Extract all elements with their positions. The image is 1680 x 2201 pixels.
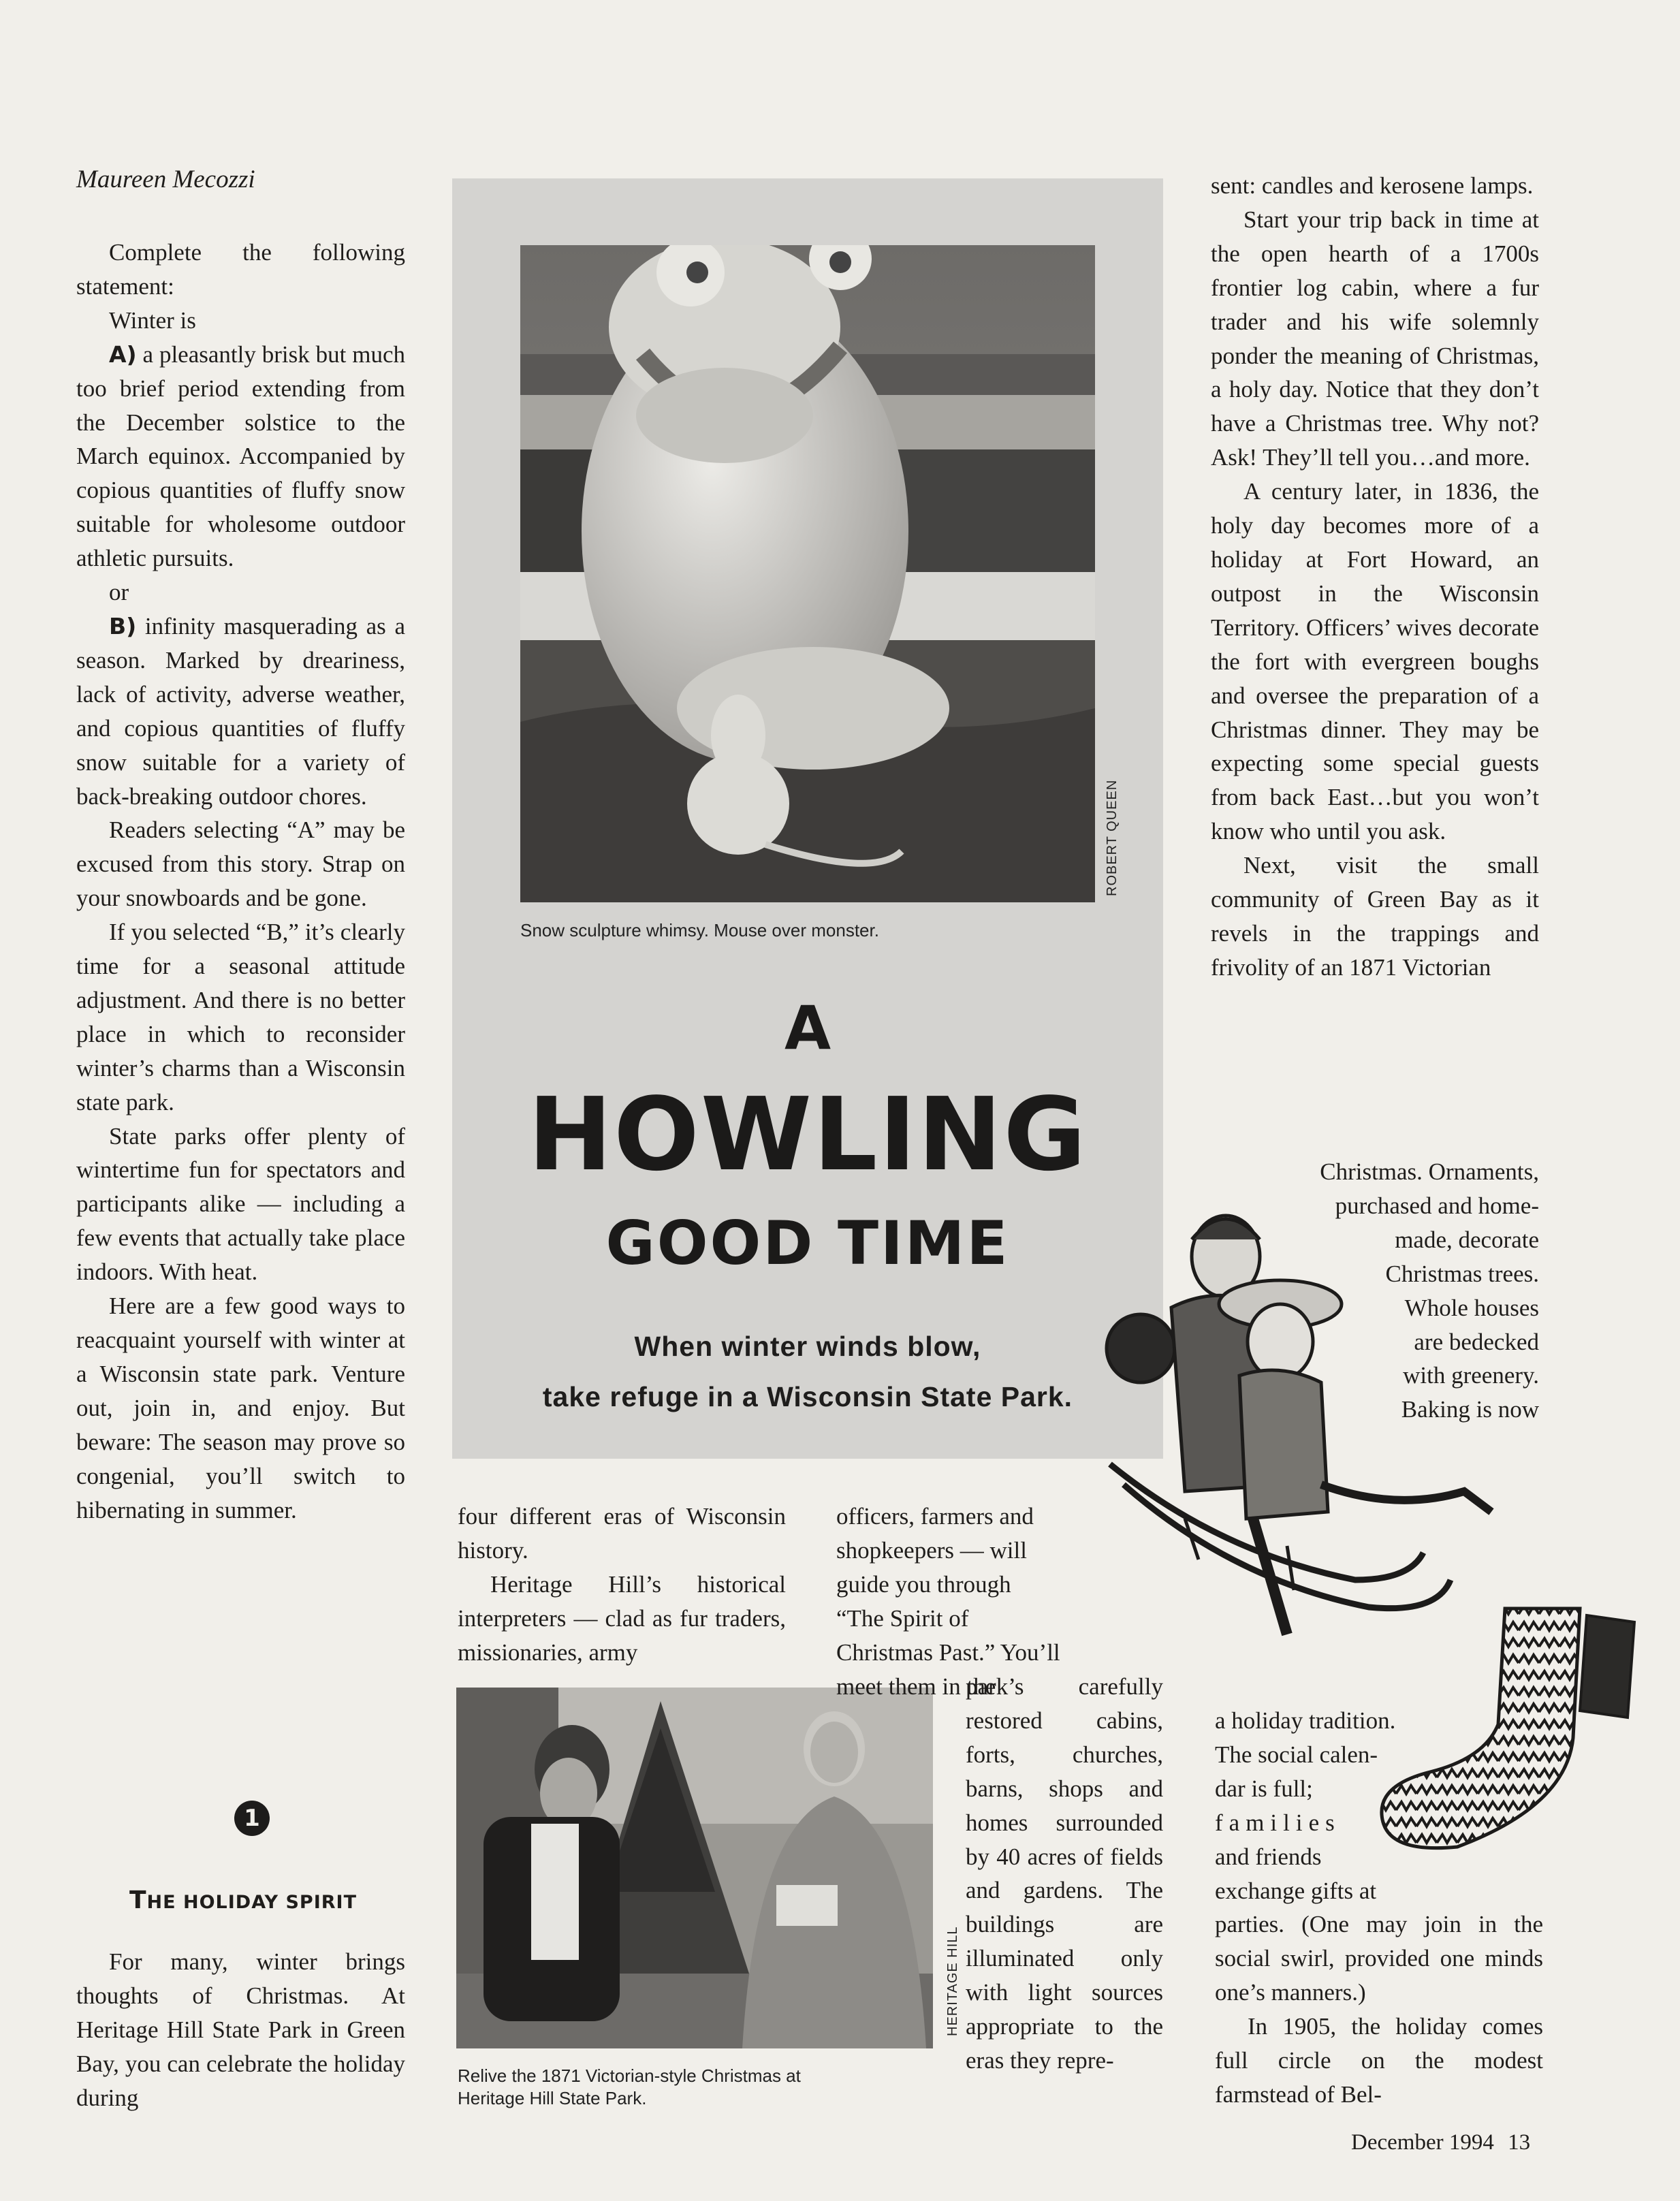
winter-is-line: Winter is <box>109 306 196 334</box>
lower-wrap-line-1: a holiday tradition. <box>1215 1707 1396 1734</box>
option-a-paragraph <box>76 338 405 575</box>
wrap-line-8: Baking is now <box>1401 1396 1539 1423</box>
byline: Maureen Mecozzi <box>76 165 255 193</box>
deck-line-2: take refuge in a Wisconsin State Park. <box>542 1381 1073 1412</box>
intro-paragraph: Complete the following statement: <box>76 239 405 300</box>
wrap-line-4: Christmas trees. <box>1385 1260 1539 1287</box>
cabins-paragraph: park’s carefully restored cabins, forts, churches, barns, shops and homes surrounded by 40 acres of fields and gardens. The buildings are illuminated only with light sources appropriate to the eras they repre- <box>966 1673 1163 2074</box>
photo2-caption-line-2: Heritage Hill State Park. <box>458 2088 647 2108</box>
option-a-text: a pleasantly brisk but much too brief period extending from the December solstice to the March equinox. Accompanied by copious quantities of fluffy snow suitable for wholesome outdoor athletic pursuits. <box>76 341 405 572</box>
snow-sculpture-illustration <box>520 245 1095 902</box>
stocking-illustration <box>1376 1602 1648 1860</box>
option-b-label: B) <box>109 612 137 639</box>
paragraph-readers-a: Readers selecting “A” may be excused from this story. Strap on your snowboards and be gone. <box>76 817 405 912</box>
eras-paragraph: four different eras of Wisconsin history. <box>458 1503 786 1564</box>
wrap-line-6: are bedecked <box>1414 1328 1539 1355</box>
col4-parties: parties. (One may join in the social swirl, provided one minds one’s manners.) <box>1215 1911 1543 2006</box>
column-2 <box>458 1500 786 1670</box>
heritage-hill-illustration <box>456 1688 933 2048</box>
col4-fort-howard: A century later, in 1836, the holy day becomes more of a holiday at Fort Howard, an outpost in the Wisconsin Territory. Officers’ wives decorate the fort with evergreen boughs and oversee the preparation of a Christmas dinner. They may be expecting some special guests from back East…but you won’t know who until you ask. <box>1211 478 1539 845</box>
wrap-line-7: with greenery. <box>1403 1362 1539 1389</box>
section-paragraph <box>76 1945 405 2115</box>
option-b-paragraph <box>76 609 405 813</box>
column-4-end <box>1215 1907 1543 2111</box>
paragraph-state-parks: State parks offer plenty of wintertime fun for spectators and participants alike — including a few events that actually take place indoors. With heat. <box>76 1122 405 1286</box>
lower-wrap-line-4: families <box>1215 1809 1341 1836</box>
lower-wrap-line-5: and friends <box>1215 1843 1322 1870</box>
lower-wrap-line-2: The social calen- <box>1215 1741 1378 1768</box>
page-footer <box>1351 2130 1530 2155</box>
col4-continuation: sent: candles and kerosene lamps. <box>1211 172 1534 199</box>
photo1-caption: Snow sculpture whimsy. Mouse over monster. <box>520 920 879 940</box>
paragraph-reacquaint: Here are a few good ways to reacquaint yourself with winter at a Wisconsin state park. Venture out, join in, and enjoy. But beware: The season may prove so congenial, you’ll switch to hibernating in summer. <box>76 1293 405 1523</box>
wrap-line-5: Whole houses <box>1404 1294 1539 1321</box>
photo2-caption <box>458 2065 801 2110</box>
section-title-first-letter: T <box>129 1886 147 1914</box>
lower-wrap-line-3: dar is full; <box>1215 1775 1313 1802</box>
headline-line-3: GOOD TIME <box>605 1208 1010 1278</box>
lower-wrap-line-6: exchange gifts at <box>1215 1877 1377 1904</box>
col4-log-cabin: Start your trip back in time at the open hearth of a 1700s frontier log cabin, where a fur trader and his wife solemnly ponder the meaning of Christmas, a holy day. Notice that they don’t have a Christmas tree. Why not? Ask! They’ll tell you…and more. <box>1211 206 1539 471</box>
snow-sculpture-photo <box>520 245 1095 902</box>
option-a-label: A) <box>109 341 137 368</box>
column-4 <box>1211 169 1539 985</box>
column-3-lower <box>966 1670 1163 2078</box>
photo2-caption-line-1: Relive the 1871 Victorian-style Christmas at <box>458 2065 801 2086</box>
section-title <box>76 1886 410 1914</box>
section-number-badge: 1 <box>234 1801 270 1836</box>
option-b-text: infinity masquerading as a season. Marked by dreariness, lack of activity, adverse weather, and copious quantities of fluffy snow suitable for a variety of back-breaking outdoor chores. <box>76 612 405 810</box>
issue-date: December 1994 <box>1351 2130 1494 2155</box>
or-line: or <box>109 579 129 606</box>
column-1 <box>76 236 405 1527</box>
holiday-paragraph: For many, winter brings thoughts of Christmas. At Heritage Hill State Park in Green Bay, you can celebrate the holiday during <box>76 1948 405 2111</box>
paragraph-readers-b: If you selected “B,” it’s clearly time for a seasonal attitude adjustment. And there is no better place in which to reconsider winter’s charms than a Wisconsin state park. <box>76 919 405 1115</box>
wrap-line-3: made, decorate <box>1395 1226 1539 1253</box>
wrap-line-2: purchased and home- <box>1335 1192 1539 1219</box>
col4-green-bay: Next, visit the small community of Green Bay as it revels in the trappings and frivolity of an 1871 Victorian <box>1211 852 1539 981</box>
headline-line-2: HOWLING <box>528 1076 1088 1193</box>
wrap-line-1: Christmas. Ornaments, <box>1320 1158 1539 1185</box>
deck-line-1: When winter winds blow, <box>634 1331 981 1362</box>
interpreters-continued: officers, farmers and shopkeepers — will guide you through “The Spirit of Christmas Past.” You’ll meet them in the <box>836 1503 1060 1700</box>
heritage-hill-photo <box>456 1688 933 2048</box>
photo2-credit: HERITAGE HILL <box>945 1926 960 2036</box>
photo1-credit: ROBERT QUEEN <box>1105 779 1120 896</box>
page-number: 13 <box>1508 2130 1531 2155</box>
col4-1905: In 1905, the holiday comes full circle on the modest farmstead of Bel- <box>1215 2012 1543 2108</box>
section-title-rest: HE HOLIDAY SPIRIT <box>146 1892 357 1913</box>
stocking-drawing <box>1376 1602 1648 1860</box>
headline-line-1: A <box>784 993 831 1063</box>
interpreters-paragraph: Heritage Hill’s historical interpreters — clad as fur traders, missionaries, army <box>458 1570 786 1666</box>
